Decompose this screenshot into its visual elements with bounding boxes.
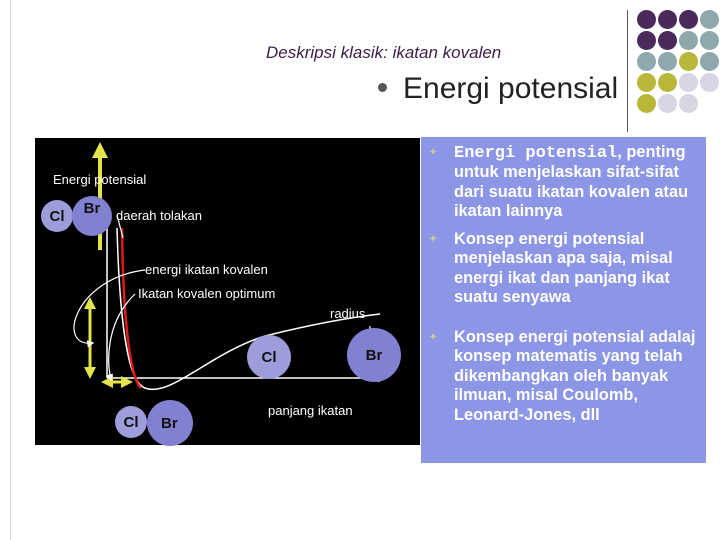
dot [637,73,656,92]
dot [679,52,698,71]
bullet-text: Konsep energi potensial menjelaskan apa saja, misal energi ikat dan panjang ikat suatu senyawa [454,230,673,307]
divider-line [627,10,628,132]
atom-cl-label: Cl [261,348,277,366]
atom-cl-bottom [115,406,147,438]
dot [700,10,719,29]
dot [679,31,698,50]
bond-length-label: panjang ikatan [268,403,353,418]
dot [679,10,698,29]
bullet-marker-icon: ✦ [429,234,438,245]
subheading-text: Energi potensial [403,72,619,105]
left-guide-line [10,0,11,540]
dot [637,10,656,29]
dot [700,73,719,92]
dot [637,52,656,71]
potential-energy-diagram [35,138,420,445]
dot [658,52,677,71]
bullet-body: , penting untuk menjelaskan sifat-sifat dari suatu ikatan kovalen atau ikatan lainnya [454,143,689,221]
y-axis-label: Energi potensial [53,172,147,187]
dot [700,31,719,50]
repulsion-curve [122,228,141,388]
bullet-lead: Energi potensial [454,144,618,163]
bullet-dot [378,83,387,92]
dot [658,10,677,29]
dot [658,31,677,50]
atom-cl-label: Cl [49,207,65,225]
dot [658,73,677,92]
atom-br-label: Br [161,414,178,432]
atom-br-label: Br [365,346,383,364]
repulsion-label: daerah tolakan [116,208,203,223]
atom-br-top [72,196,112,236]
dot [637,31,656,50]
slide-title: Deskripsi klasik: ikatan kovalen [266,43,502,62]
optimum-label: Ikatan kovalen optimum [138,286,276,301]
bullet-marker-icon: ✦ [429,147,438,158]
bullet-text [454,143,704,222]
dot [679,94,698,113]
dot [679,73,698,92]
atom-cl-right [247,335,291,379]
decorative-dot-grid [637,10,719,130]
bond-energy-label: energi ikatan kovalen [145,262,268,277]
atom-cl-top [41,200,73,232]
pointer-bond-energy [74,270,145,343]
atom-br-bottom [147,400,193,446]
text-panel [421,137,706,463]
subheading [378,72,618,106]
bullet-text: Konsep energi potensial adalaj konsep matematis yang telah dikembangkan oleh banyak ilmuan, misal Coulomb, Leonard-Jones, dll [454,328,696,424]
atom-cl-label: Cl [123,413,139,431]
atom-br-label: Br [83,200,101,217]
dot [637,94,656,113]
dot [658,94,677,113]
dot [700,52,719,71]
atom-br-right [347,328,401,382]
bullet-marker-icon: ✦ [429,332,438,343]
radius-label: radius [330,306,366,321]
